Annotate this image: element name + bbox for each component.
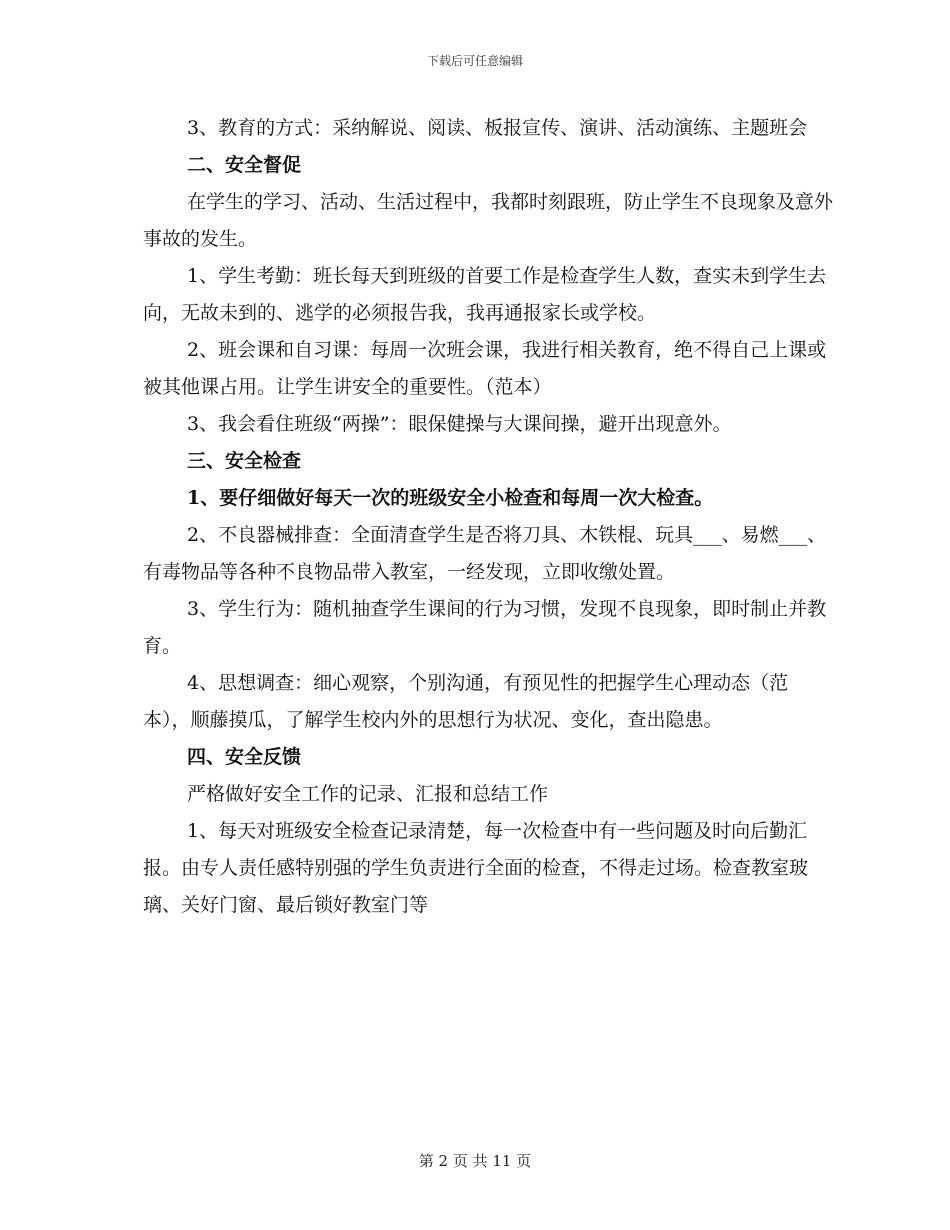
paragraph-supervision-intro: 在学生的学习、活动、生活过程中，我都时刻跟班，防止学生不良现象及意外事故的发生。 xyxy=(143,191,834,250)
paragraph-feedback-intro: 严格做好安全工作的记录、汇报和总结工作 xyxy=(187,783,549,805)
document-body xyxy=(143,110,833,924)
paragraph-daily-inspection: 1、要仔细做好每天一次的班级安全小检查和每周一次大检查。 xyxy=(187,487,714,509)
paragraph-student-behavior: 3、学生行为：随机抽查学生课间的行为习惯，发现不良现象，即时制止并教育。 xyxy=(143,598,827,657)
paragraph-daily-records: 1、每天对班级安全检查记录清楚，每一次检查中有一些问题及时向后勤汇报。由专人责任感特别强的学生负责进行全面的检查，不得走过场。检查教室玻璃、关好门窗、最后锁好教室门等 xyxy=(143,820,809,916)
heading-safety-supervision: 二、安全督促 xyxy=(187,154,302,176)
heading-safety-feedback: 四、安全反馈 xyxy=(187,746,302,768)
heading-safety-inspection: 三、安全检查 xyxy=(187,450,302,472)
paragraph-education-methods: 3、教育的方式：采纳解说、阅读、板报宣传、演讲、活动演练、主题班会 xyxy=(187,117,808,139)
paragraph-dangerous-items: 2、不良器械排查：全面清查学生是否将刀具、木铁棍、玩具___、易燃___、有毒物品等各种不良物品带入教室，一经发现，立即收缴处置。 xyxy=(143,524,827,583)
paragraph-exercises: 3、我会看住班级“两操”：眼保健操与大课间操，避开出现意外。 xyxy=(187,413,732,435)
page-header-note: 下载后可任意编辑 xyxy=(426,54,523,68)
paragraph-class-meeting: 2、班会课和自习课：每周一次班会课，我进行相关教育，绝不得自己上课或被其他课占用。让学生讲安全的重要性。（范本） xyxy=(143,339,827,398)
paragraph-thought-survey: 4、思想调查：细心观察，个别沟通，有预见性的把握学生心理动态（范本），顺藤摸瓜，了解学生校内外的思想行为状况、变化，查出隐患。 xyxy=(143,672,789,731)
page-number: 第 2 页 共 11 页 xyxy=(418,1152,532,1170)
paragraph-attendance: 1、学生考勤：班长每天到班级的首要工作是检查学生人数，查实未到学生去向，无故未到的、逃学的必须报告我，我再通报家长或学校。 xyxy=(143,265,827,324)
